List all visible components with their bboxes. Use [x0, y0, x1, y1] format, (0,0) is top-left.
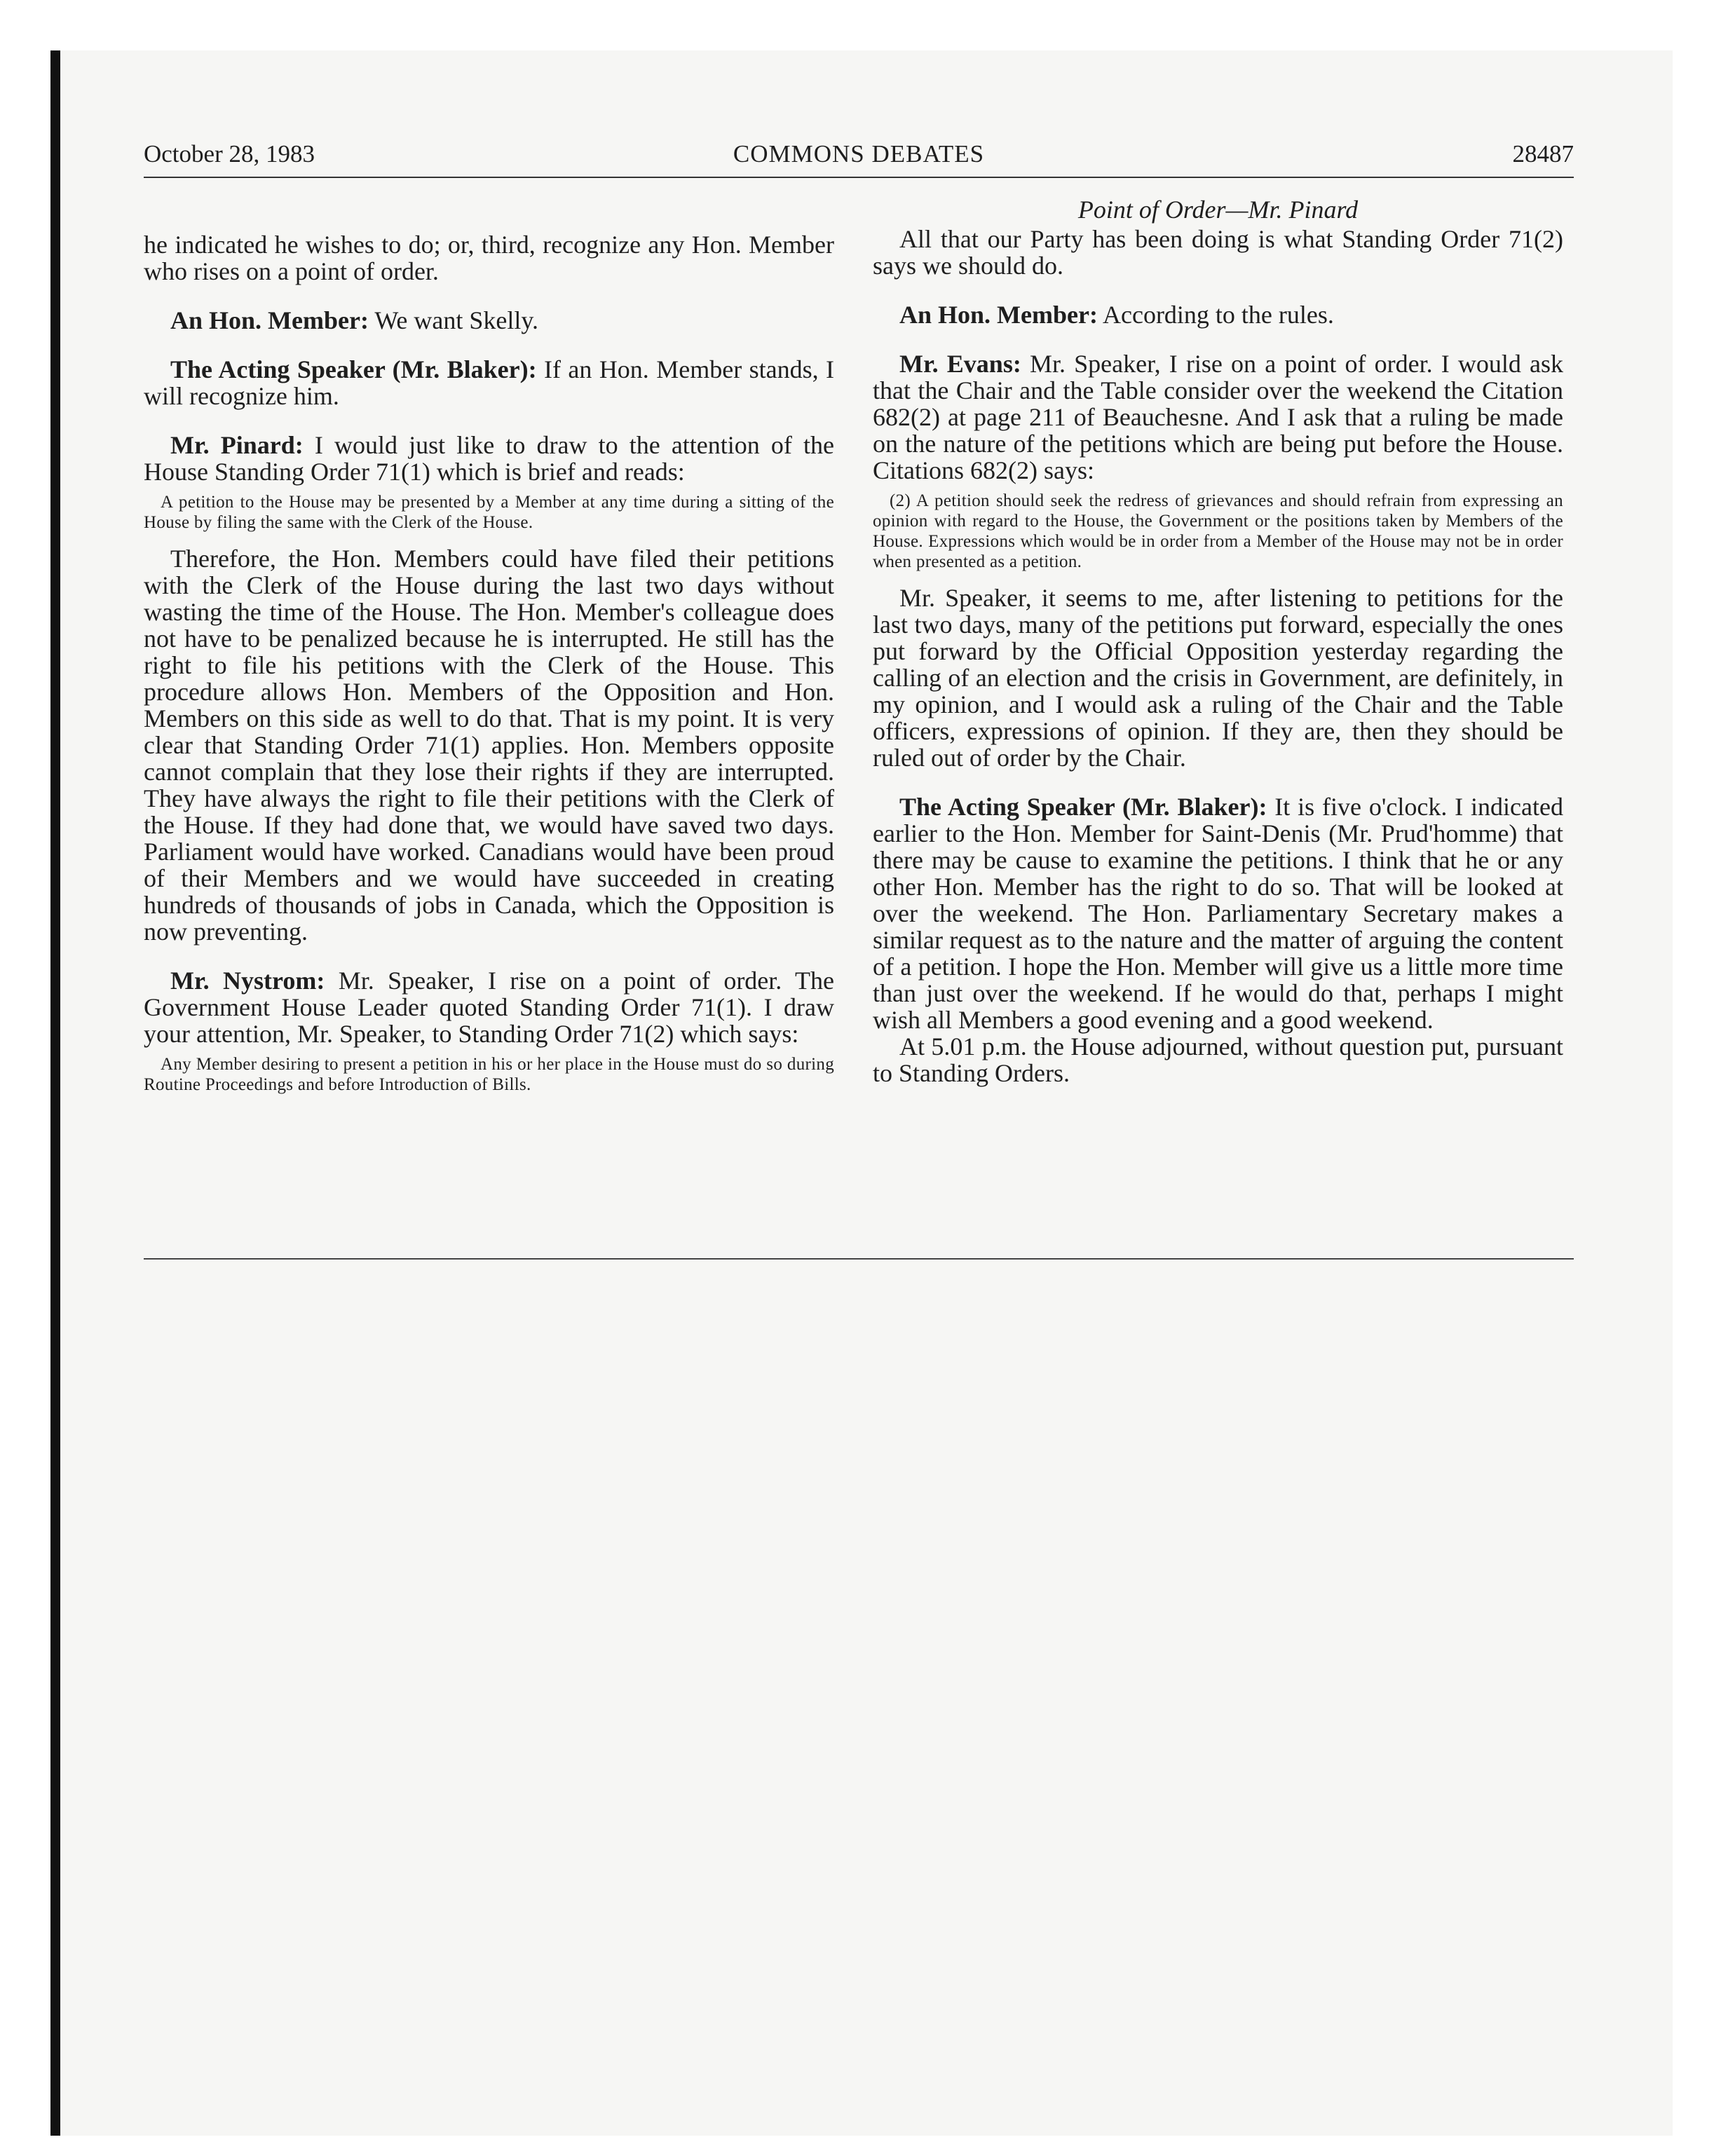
speech-text: According to the rules.	[1097, 301, 1334, 329]
speech-text: Mr. Speaker, I rise on a point of order. The Government House Leader quoted Standing Order 71(1). I draw your attention, Mr. Speaker, to Standing Order 71(2) which says:	[144, 967, 834, 1048]
block-quote: (2) A petition should seek the redress of grievances and should refrain from expressing an opinion with regard to the House, the Government or the positions taken by Members of the House. Expressions which would be in order from a Member of the House may not be in order when presented as a petition.	[873, 491, 1563, 571]
right-column	[873, 189, 1563, 1086]
paragraph	[144, 356, 834, 409]
scan-edge	[50, 50, 60, 2136]
speech-text: Mr. Speaker, I rise on a point of order. I would ask that the Chair and the Table consider over the weekend the Citation 682(2) at page 211 of Beauchesne. And I ask that a ruling be made on the nature of the petitions which are being put before the House. Citations 682(2) says:	[873, 350, 1564, 484]
running-head: Point of Order—Mr. Pinard	[1077, 196, 1359, 224]
paragraph	[873, 793, 1563, 1033]
speech-text: It is five o'clock. I indicated earlier to the Hon. Member for Saint-Denis (Mr. Prud'homme) that there may be cause to examine the petitions. I think that he or any other Hon. Member has the right to do so. That will be looked at over the weekend. The Hon. Parliamentary Secretary makes a similar request as to the nature and the matter of arguing the content of a petition. I hope the Hon. Member will give us a little more time than just over the weekend. If he would do that, perhaps I might wish all Members a good evening and a good weekend.	[873, 793, 1563, 1034]
speaker-name: The Acting Speaker (Mr. Blaker):	[170, 355, 537, 383]
block-quote: A petition to the House may be presented by a Member at any time during a sitting of the House by filing the same with the Clerk of the House.	[144, 493, 834, 532]
speaker-name: Mr. Pinard:	[170, 431, 304, 459]
speaker-name: Mr. Evans:	[899, 350, 1021, 378]
header-page-number: 28487	[1512, 140, 1574, 168]
paragraph	[144, 307, 834, 334]
block-quote: Any Member desiring to present a petition in his or her place in the House must do so during Routine Proceedings and before Introduction of Bills.	[144, 1055, 834, 1094]
paragraph	[873, 350, 1563, 484]
page-header	[144, 140, 1574, 178]
paragraph: he indicated he wishes to do; or, third, recognize any Hon. Member who rises on a point of order.	[144, 231, 834, 285]
paragraph: Therefore, the Hon. Members could have filed their petitions with the Clerk of the House during the last two days without wasting the time of the House. The Hon. Member's colleague does not have to be penalized because he is interrupted. He still has the right to file his petitions with the Clerk of the House. This procedure allows Hon. Members of the Opposition and Hon. Members on this side as well to do that. That is my point. It is very clear that Standing Order 71(1) applies. Hon. Members opposite cannot complain that they lose their rights if they are interrupted. They have always the right to file their petitions with the Clerk of the House. If they had done that, we would have saved two days. Parliament would have worked. Canadians would have been proud of their Members and we would have succeeded in creating hundreds of thousands of jobs in Canada, which the Opposition is now preventing.	[144, 545, 834, 946]
paragraph	[144, 432, 834, 485]
bottom-rule	[144, 1258, 1574, 1260]
speaker-name: An Hon. Member:	[899, 301, 1098, 329]
speaker-name: An Hon. Member:	[170, 306, 369, 334]
speech-text: If an Hon. Member stands, I will recognize him.	[144, 355, 834, 410]
speaker-name: Mr. Nystrom:	[170, 967, 325, 995]
paragraph: All that our Party has been doing is what Standing Order 71(2) says we should do.	[873, 225, 1563, 280]
paragraph	[873, 301, 1563, 328]
paragraph	[144, 967, 834, 1047]
left-column	[144, 189, 834, 1107]
speaker-name: The Acting Speaker (Mr. Blaker):	[899, 793, 1267, 821]
paragraph: Mr. Speaker, it seems to me, after listening to petitions for the last two days, many of the petitions put forward, especially the ones put forward by the Official Opposition yesterday regarding the calling of an election and the crisis in Government, are definitely, in my opinion, and I would ask a ruling of the Chair and the Table officers, expressions of opinion. If they are, then they should be ruled out of order by the Chair.	[873, 584, 1563, 772]
speech-text: We want Skelly.	[368, 306, 539, 334]
paragraph: At 5.01 p.m. the House adjourned, without question put, pursuant to Standing Orders.	[873, 1032, 1563, 1087]
speech-text: I would just like to draw to the attention of the House Standing Order 71(1) which is brief and reads:	[144, 431, 834, 486]
header-publication: COMMONS DEBATES	[733, 140, 985, 168]
header-date: October 28, 1983	[144, 140, 315, 168]
